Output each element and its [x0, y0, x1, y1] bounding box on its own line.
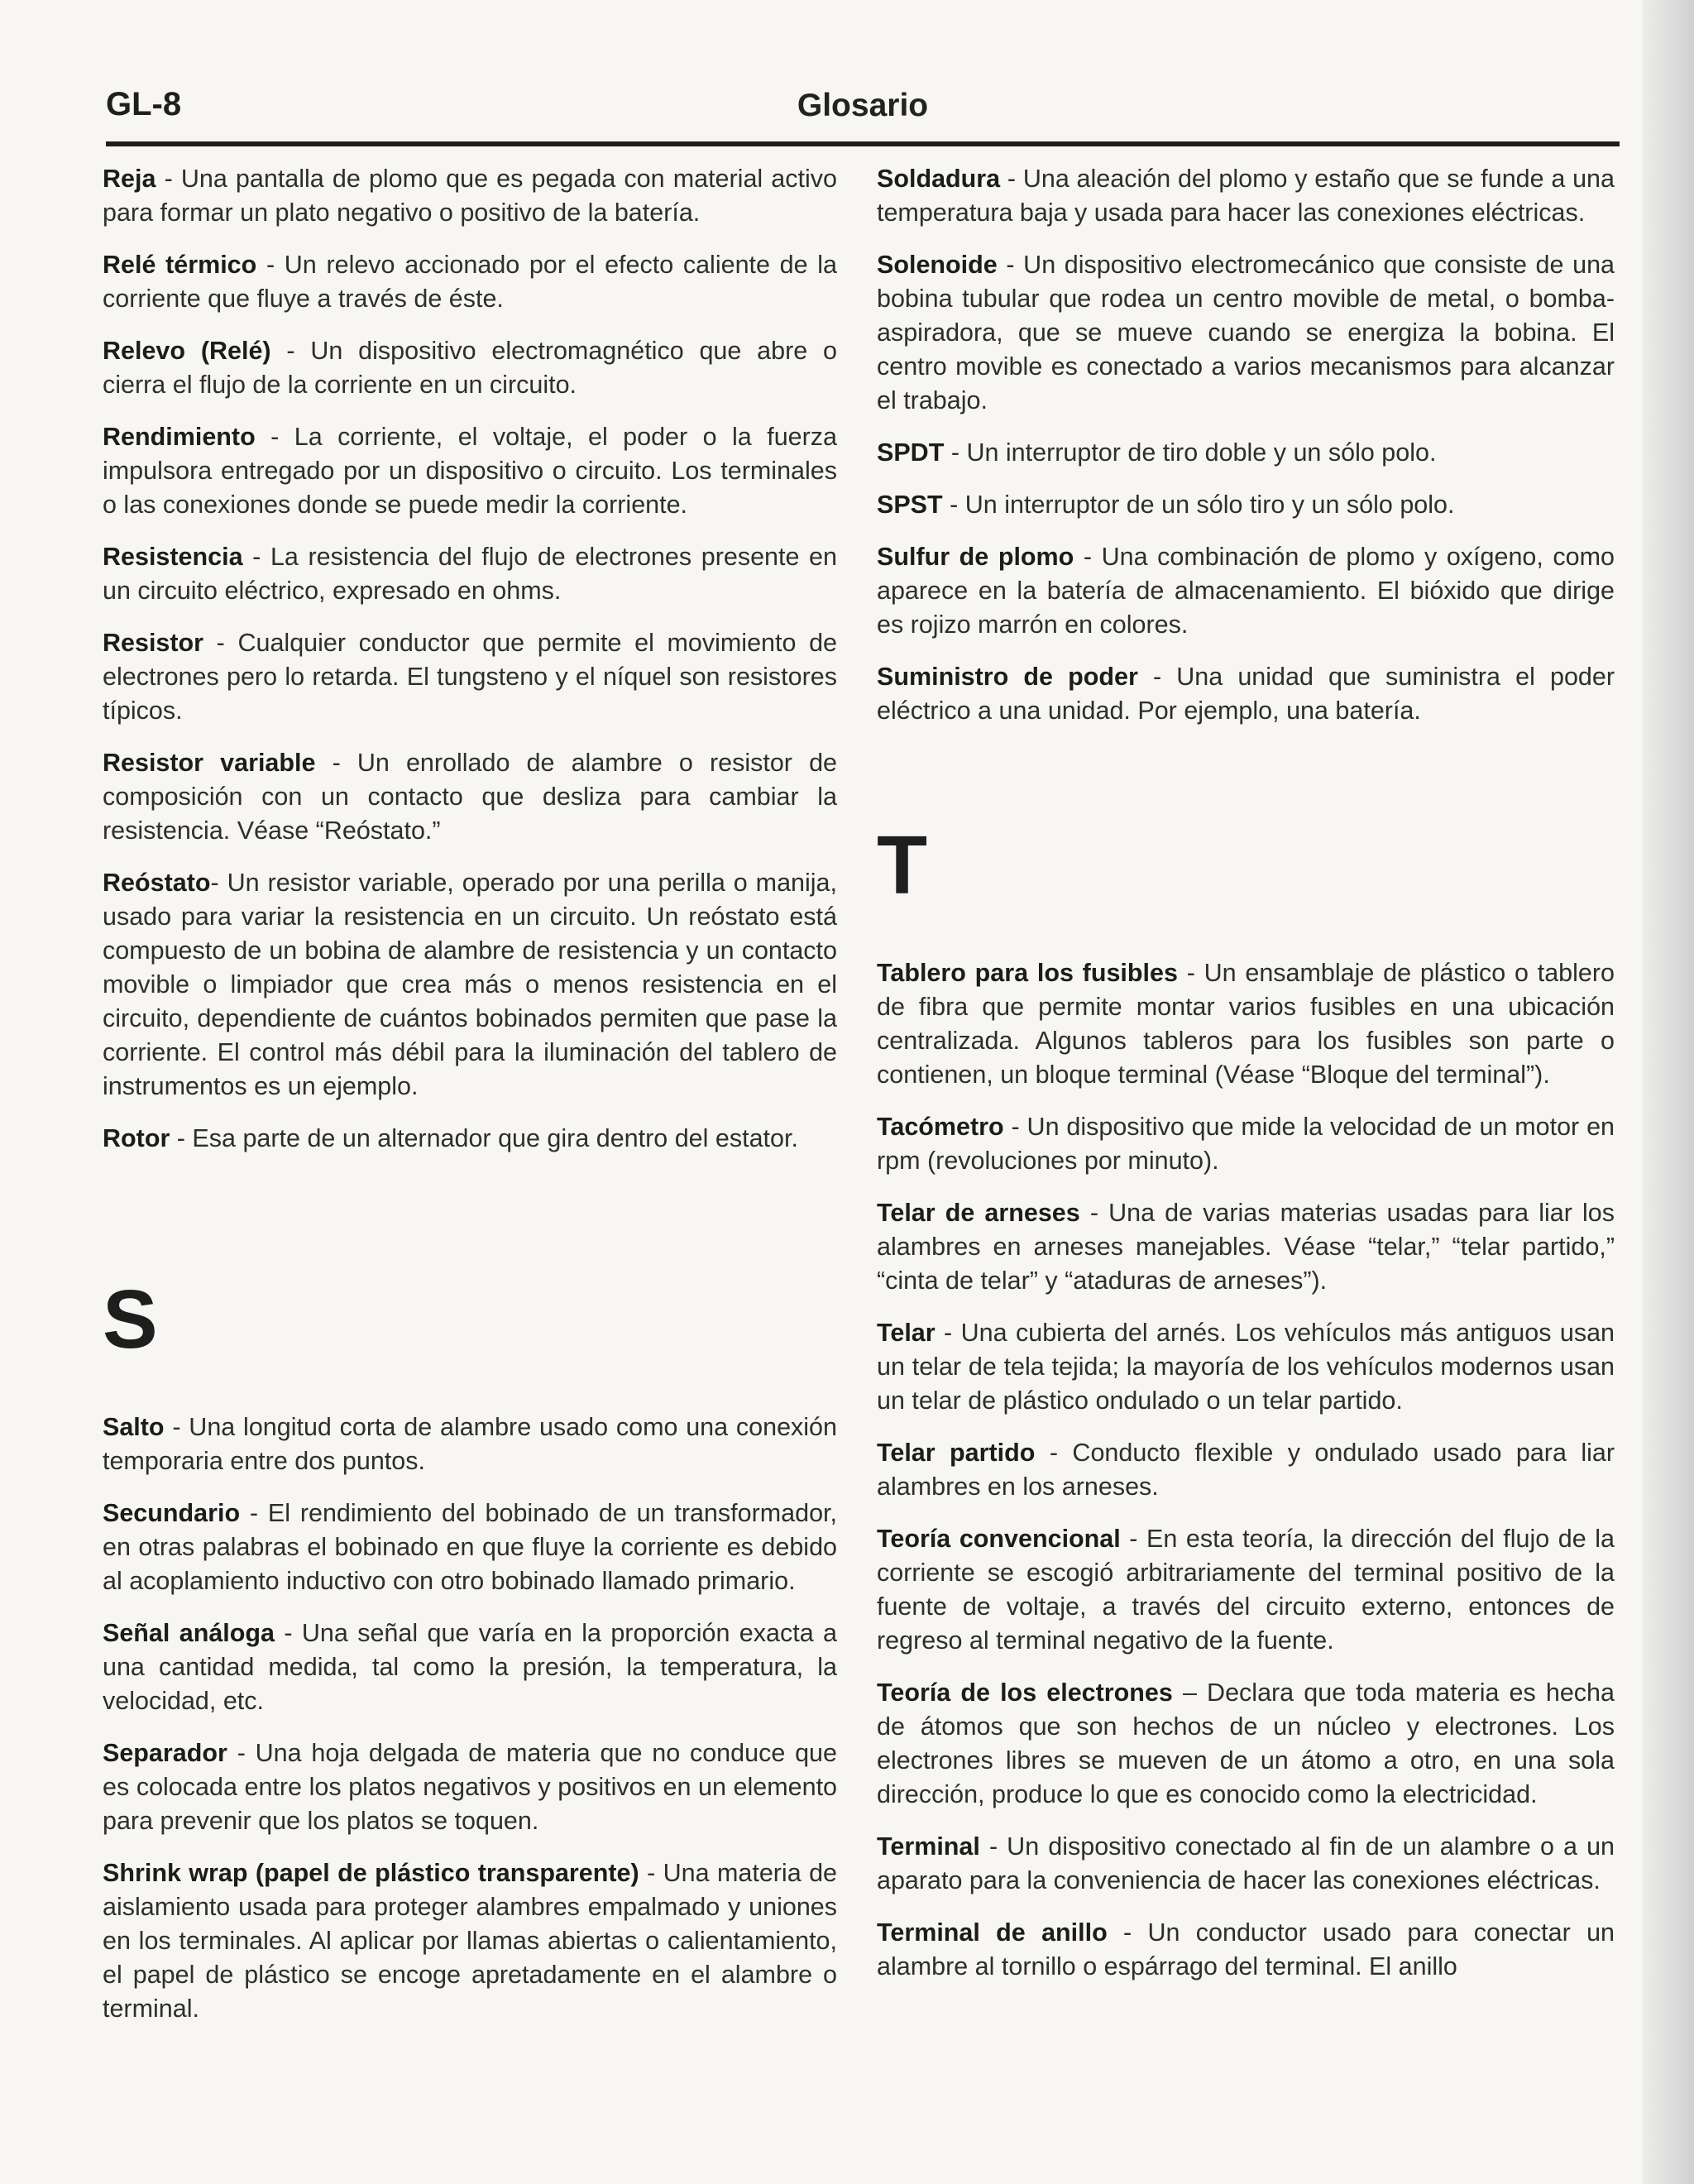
glossary-definition: - Una de varias materias usadas para liar los alambres en arneses manejables. Véase “telar,” “telar partido,” “cinta de telar” y “ataduras de arneses”). — [877, 1199, 1615, 1295]
glossary-term: Secundario — [103, 1499, 241, 1527]
glossary-term: Relevo (Relé) — [103, 337, 271, 365]
glossary-definition: - Un dispositivo conectado al fin de un alambre o a un aparato para la conveniencia de hacer las conexiones eléctricas. — [877, 1832, 1615, 1894]
glossary-entry — [103, 420, 837, 522]
glossary-entry — [103, 162, 837, 230]
glossary-term: Resistencia — [103, 543, 243, 571]
glossary-entry — [103, 1410, 837, 1478]
glossary-definition: - La resistencia del flujo de electrones presente en un circuito eléctrico, expresado en ohms. — [103, 543, 837, 605]
right-column — [877, 162, 1615, 2002]
glossary-definition: - Una aleación del plomo y estaño que se funde a una temperatura baja y usada para hacer las conexiones eléctricas. — [877, 165, 1615, 227]
glossary-entry — [103, 746, 837, 848]
glossary-definition: - Conducto flexible y ondulado usado para liar alambres en los arneses. — [877, 1439, 1615, 1501]
left-column — [103, 162, 837, 2044]
glossary-definition: - Un resistor variable, operado por una perilla o manija, usado para variar la resistencia en un circuito. Un reóstato está compuesto de un bobina de alambre de resistencia y un contacto movible o limpiador que crea más o menos resistencia en el circuito, dependiente de cuántos bobinados permiten que pase la corriente. El control más débil para la iluminación del tablero de instrumentos es un ejemplo. — [103, 869, 837, 1100]
glossary-entry — [877, 488, 1615, 522]
glossary-definition: - Una combinación de plomo y oxígeno, como aparece en la batería de almacenamiento. El bióxido que dirige es rojizo marrón en colores. — [877, 543, 1615, 639]
glossary-definition: - Una longitud corta de alambre usado como una conexión temporaria entre dos puntos. — [103, 1413, 837, 1475]
glossary-entry — [103, 1122, 837, 1156]
glossary-definition: - Un dispositivo electromagnético que abre o cierra el flujo de la corriente en un circuito. — [103, 337, 837, 399]
glossary-term: Telar partido — [877, 1439, 1036, 1467]
glossary-term: Teoría de los electrones — [877, 1679, 1173, 1707]
glossary-definition: - Esa parte de un alternador que gira dentro del estator. — [170, 1124, 798, 1152]
glossary-entry — [103, 1736, 837, 1838]
entries-s-right — [877, 162, 1615, 728]
page-number: GL-8 — [106, 86, 182, 122]
glossary-entry — [103, 248, 837, 316]
glossary-entry — [103, 334, 837, 402]
glossary-term: Relé térmico — [103, 251, 257, 279]
glossary-term: Tablero para los fusibles — [877, 959, 1178, 987]
glossary-entry — [103, 1616, 837, 1718]
glossary-entry — [877, 1436, 1615, 1504]
glossary-term: Tacómetro — [877, 1113, 1004, 1141]
glossary-definition: - En esta teoría, la dirección del flujo de la corriente se escogió arbitrariamente del terminal positivo de la fuente de voltaje, a través del circuito externo, entonces de regreso al terminal negativo de la fuente. — [877, 1525, 1615, 1655]
glossary-term: Salto — [103, 1413, 165, 1441]
glossary-definition: - Un enrollado de alambre o resistor de composición con un contacto que desliza para cambiar la resistencia. Véase “Reóstato.” — [103, 749, 837, 845]
glossary-entry — [877, 248, 1615, 418]
glossary-definition: - La corriente, el voltaje, el poder o la fuerza impulsora entregado por un dispositivo o circuito. Los terminales o las conexiones donde se puede medir la corriente. — [103, 423, 837, 519]
glossary-definition: - Un interruptor de un sólo tiro y un sólo polo. — [942, 491, 1455, 519]
glossary-entry — [877, 660, 1615, 728]
glossary-entry — [877, 436, 1615, 470]
glossary-term: SPST — [877, 491, 943, 519]
glossary-definition: - Cualquier conductor que permite el movimiento de electrones pero lo retarda. El tungsteno y el níquel son resistores típicos. — [103, 629, 837, 725]
glossary-term: Resistor — [103, 629, 204, 657]
page-header — [106, 83, 1620, 137]
glossary-entry — [877, 1316, 1615, 1418]
glossary-term: Terminal de anillo — [877, 1918, 1108, 1947]
glossary-term: Shrink wrap (papel de plástico transparente) — [103, 1859, 639, 1887]
glossary-definition: - El rendimiento del bobinado de un transformador, en otras palabras el bobinado en que fluye la corriente es debido al acoplamiento inductivo con otro bobinado llamado primario. — [103, 1499, 837, 1595]
glossary-entry — [103, 626, 837, 728]
glossary-definition: - Una hoja delgada de materia que no conduce que es colocada entre los platos negativos y positivos en un elemento para prevenir que los platos se toquen. — [103, 1739, 837, 1835]
glossary-definition: - Un dispositivo electromecánico que consiste de una bobina tubular que rodea un centro movible de metal, o bomba-aspiradora, que se mueve cuando se energiza la bobina. El centro movible es conectado a varios mecanismos para alcanzar el trabajo. — [877, 251, 1615, 414]
entries-s-left — [103, 1410, 837, 2026]
glossary-term: Sulfur de plomo — [877, 543, 1074, 571]
glossary-definition: - Un interruptor de tiro doble y un sólo polo. — [944, 438, 1437, 467]
glossary-entry — [877, 1830, 1615, 1898]
glossary-entry — [877, 1676, 1615, 1812]
glossary-entry — [877, 1916, 1615, 1984]
entries-r — [103, 162, 837, 1156]
glossary-term: Terminal — [877, 1832, 980, 1861]
glossary-definition: - Una pantalla de plomo que es pegada con material activo para formar un plato negativo o positivo de la batería. — [103, 165, 837, 227]
glossary-entry — [877, 1522, 1615, 1658]
glossary-term: Suministro de poder — [877, 663, 1138, 691]
glossary-term: Teoría convencional — [877, 1525, 1121, 1553]
glossary-term: Solenoide — [877, 251, 998, 279]
glossary-term: Reja — [103, 165, 156, 193]
glossary-entry — [877, 540, 1615, 642]
glossary-entry — [877, 956, 1615, 1092]
glossary-definition: - Un relevo accionado por el efecto caliente de la corriente que fluye a través de éste. — [103, 251, 837, 313]
glossary-term: Rendimiento — [103, 423, 256, 451]
glossary-entry — [103, 540, 837, 608]
page-title: Glosario — [797, 88, 929, 123]
glossary-term: Resistor variable — [103, 749, 316, 777]
glossary-definition: - Una materia de aislamiento usada para proteger alambres empalmado y uniones en los terminales. Al aplicar por llamas abiertas o calientamiento, el papel de plástico se encoge apretadamente en el alambre o terminal. — [103, 1859, 837, 2023]
glossary-definition: - Un dispositivo que mide la velocidad de un motor en rpm (revoluciones por minuto). — [877, 1113, 1615, 1175]
glossary-definition: - Una cubierta del arnés. Los vehículos más antiguos usan un telar de tela tejida; la mayoría de los vehículos modernos usan un telar de plástico ondulado o un telar partido. — [877, 1319, 1615, 1415]
glossary-entry — [877, 1110, 1615, 1178]
glossary-term: Telar de arneses — [877, 1199, 1080, 1227]
header-divider — [106, 141, 1620, 146]
section-letter-s: S — [103, 1273, 158, 1366]
entries-t — [877, 956, 1615, 1984]
glossary-term: Separador — [103, 1739, 227, 1767]
glossary-definition: - Un conductor usado para conectar un alambre al tornillo o espárrago del terminal. El anillo — [877, 1918, 1615, 1980]
glossary-term: SPDT — [877, 438, 945, 467]
glossary-definition: - Una unidad que suministra el poder eléctrico a una unidad. Por ejemplo, una batería. — [877, 663, 1615, 725]
section-letter-t: T — [877, 819, 928, 912]
glossary-entry — [877, 162, 1615, 230]
glossary-entry — [103, 1856, 837, 2026]
glossary-entry — [877, 1196, 1615, 1298]
glossary-definition: - Una señal que varía en la proporción exacta a una cantidad medida, tal como la presión, la temperatura, la velocidad, etc. — [103, 1619, 837, 1715]
glossary-term: Señal análoga — [103, 1619, 275, 1647]
glossary-term: Rotor — [103, 1124, 170, 1152]
glossary-entry — [103, 866, 837, 1104]
page-edge-shadow — [1643, 0, 1694, 2184]
glossary-term: Telar — [877, 1319, 936, 1347]
glossary-term: Soldadura — [877, 165, 1001, 193]
glossary-definition: - Un ensamblaje de plástico o tablero de fibra que permite montar varios fusibles en una ubicación centralizada. Algunos tableros para los fusibles son parte o contienen, un bloque terminal (Véase “Bloque del terminal”). — [877, 959, 1615, 1089]
glossary-definition: – Declara que toda materia es hecha de átomos que son hechos de un núcleo y electrones. Los electrones libres se mueven de un átomo a otro, en una sola dirección, produce lo que es conocido como la electricidad. — [877, 1679, 1615, 1808]
glossary-entry — [103, 1497, 837, 1598]
glossary-term: Reóstato — [103, 869, 211, 897]
